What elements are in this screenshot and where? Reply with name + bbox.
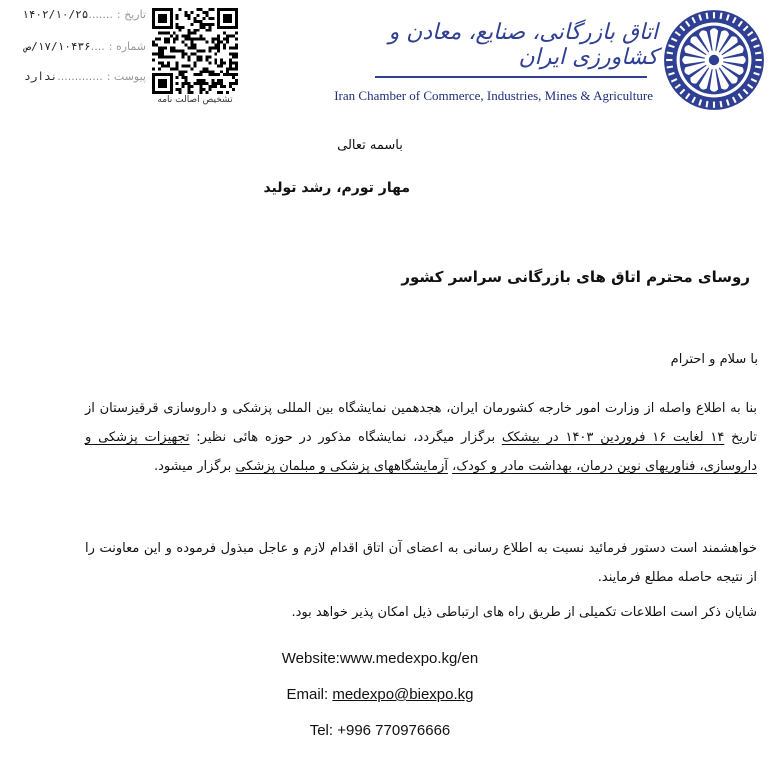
greeting: با سلام و احترام — [670, 352, 758, 367]
qr-caption: تشخیص اصالت نامه — [157, 95, 233, 105]
paragraph-request: خواهشمند است دستور فرمائید نسبت به اطلاع رسانی به اعضای آن اتاق اقدام لازم و عاجل مبذول فرموده و این معاونت را از نتیجه حاصله مطلع فرمایند. — [85, 541, 757, 585]
meta-number: شماره :....۱۷/۱۰۴۳۶/ص — [24, 40, 146, 53]
chamber-logo-icon — [662, 8, 766, 112]
meta-attachment: پیوست :.............ندارد — [24, 70, 146, 83]
paragraph-exhibition — [85, 394, 757, 481]
email-label: Email: — [286, 686, 333, 703]
org-name-fa: اتاق بازرگانی، صنایع، معادن و کشاورزی ایران — [388, 20, 658, 70]
header-divider — [375, 76, 647, 78]
p1-text-c: برگزار میشود. — [153, 459, 236, 474]
website-link[interactable]: Website:www.medexpo.kg/en — [281, 650, 479, 667]
addressee: روسای محترم اتاق های بازرگانی سراسر کشور — [401, 268, 750, 286]
slogan: مهار تورم، رشد تولید — [263, 180, 410, 196]
email-link[interactable]: medexpo@biexpo.kg — [332, 686, 474, 703]
meta-date: تاریخ :.......۱۴۰۲/۱۰/۲۵ — [22, 8, 146, 21]
p1-fields-1: تجهیزات پزشکی و داروسازی، فناوریهای نوین درمان، بهداشت مادر و کودک، — [85, 430, 757, 474]
p1-fields-2: آزمایشگاههای پزشکی و مبلمان پزشکی — [235, 459, 448, 474]
attachment-value: ندارد — [24, 70, 58, 83]
bismillah: باسمه تعالی — [337, 138, 403, 153]
paragraph-info: شایان ذکر است اطلاعات تکمیلی از طریق راه های ارتباطی ذیل امکان پذیر خواهد بود. — [291, 605, 757, 620]
number-label: شماره : — [108, 40, 146, 53]
date-label: تاریخ : — [116, 8, 146, 21]
p1-text-a: بنا به اطلاع واصله از وزارت امور خارجه کشورمان ایران، هجدهمین نمایشگاه بین المللی پزشکی و داروسازی قرقیزستان از تاریخ — [85, 401, 758, 445]
p1-text-b: برگزار میگردد، نمایشگاه مذکور در حوزه هائی نظیر: — [189, 430, 502, 445]
org-name-en: Iran Chamber of Commerce, Industries, Mines & Agriculture — [334, 88, 653, 103]
attachment-label: پیوست : — [106, 70, 146, 83]
email-line — [220, 686, 540, 703]
p1-date-range: ۱۴ لغایت ۱۶ فروردین ۱۴۰۳ در بیشکک — [501, 430, 725, 445]
phone-line: Tel: +996 770976666 — [309, 722, 451, 739]
qr-code[interactable] — [152, 8, 238, 94]
number-value: ۱۷/۱۰۴۳۶/ص — [24, 40, 91, 53]
date-value: ۱۴۰۲/۱۰/۲۵ — [22, 8, 89, 21]
